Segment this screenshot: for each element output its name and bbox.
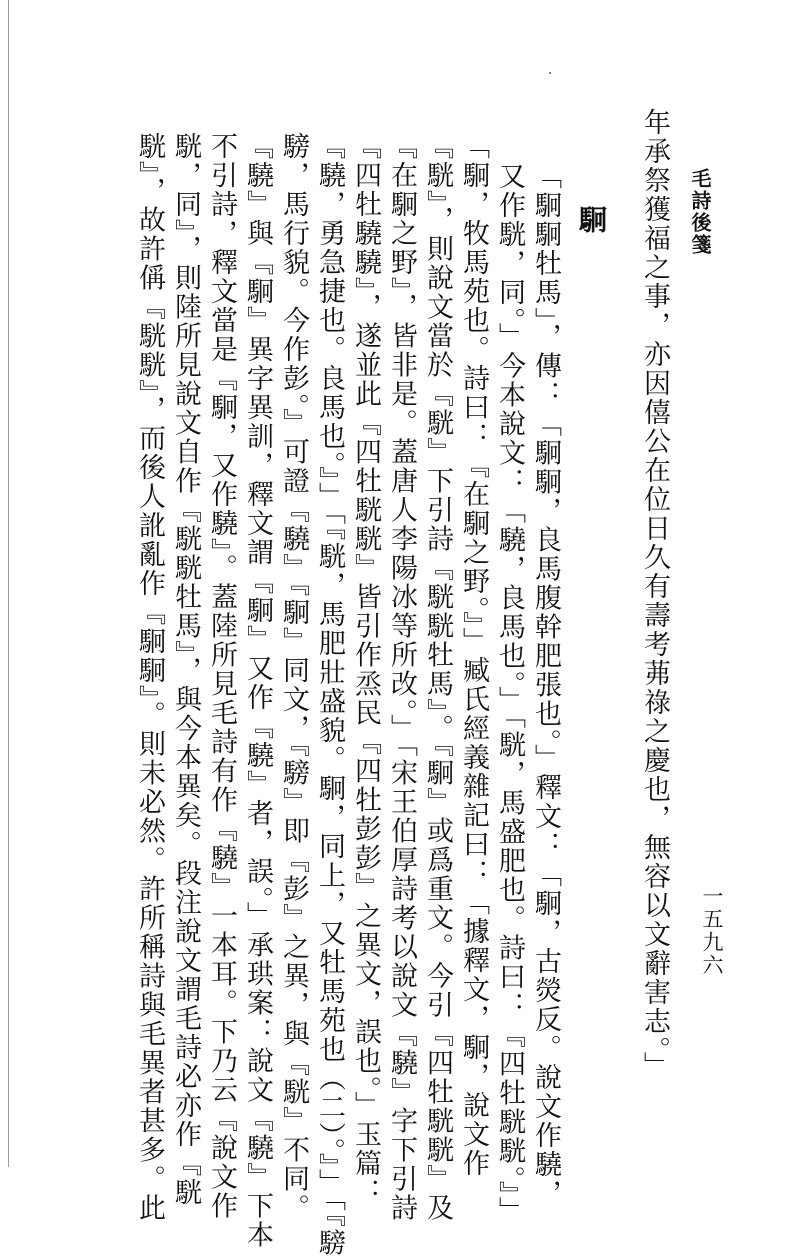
- text-column-1: 年承祭獲福之事，亦因僖公在位日久有壽考茀祿之慶也，無容以文辭害志。」: [639, 108, 670, 1081]
- section-heading: 駉: [575, 205, 608, 235]
- running-header: 毛詩後箋: [688, 168, 712, 256]
- text-column-8: 『驍，勇急捷也。良馬也。』」「『駫，馬肥壯盛貌。駉，同上，又牡馬苑也（二）。』」「『騯: [314, 132, 345, 1258]
- text-column-9: 騯，馬行貌。今作彭。』可證『驍』『駉』同文，『騯』即『彭』之異，與『駫』不同。: [278, 132, 309, 1223]
- text-column-11: 不引詩，釋文當是『駉，又作驍』。蓋陸所見毛詩有作『驍』一本耳。下乃云『說文作: [206, 132, 237, 1221]
- text-column-4: 「駉，牧馬苑也。詩曰：『在駉之野。』」臧氏經義雜記曰：「據釋文，駉，說文作: [458, 132, 489, 1178]
- text-column-7: 『四牡驍驍』，遂並此『四牡駫駫』皆引作烝民『四牡彭彭』之異文，誤也。」玉篇：: [350, 132, 381, 1207]
- text-column-6: 『在駉之野』，皆非是。蓋唐人李陽冰等所改。」「宋王伯厚詩考以說文『驍』字下引詩: [386, 132, 417, 1223]
- page-number: 一五九六: [700, 885, 724, 977]
- text-column-2: 「駉駉牡馬」，傳：「駉駉，良馬腹幹肥張也。」釋文：「駉，古熒反。說文作驍，: [530, 162, 561, 1208]
- text-column-10: 『驍』與『駉』異字異訓，釋文謂『駉』又作『驍』者，誤。」承珙案：說文『驍』下本: [242, 132, 273, 1250]
- page-edge-line: [8, 0, 9, 1167]
- text-column-12: 駫，同』，則陸所見說文自作『駫駫牡馬』，與今本異矣。段注說文謂毛詩必亦作『駫: [170, 132, 201, 1207]
- text-column-5: 『駫』，則說文當於『駫』下引詩『駫駫牡馬』。『駉』或爲重文。今引『四牡駫駫』及: [422, 132, 453, 1223]
- text-column-3: 又作駫，同。」今本說文：「驍，良馬也。」「駫，馬盛肥也。詩曰：『四牡駫駫。』」: [494, 162, 525, 1226]
- text-column-13: 駫』，故許偁『駫駫』，而後人訛亂作『駉駉』。則未必然。許所稱詩與毛異者甚多。此: [134, 132, 165, 1223]
- scan-speck: [549, 72, 551, 74]
